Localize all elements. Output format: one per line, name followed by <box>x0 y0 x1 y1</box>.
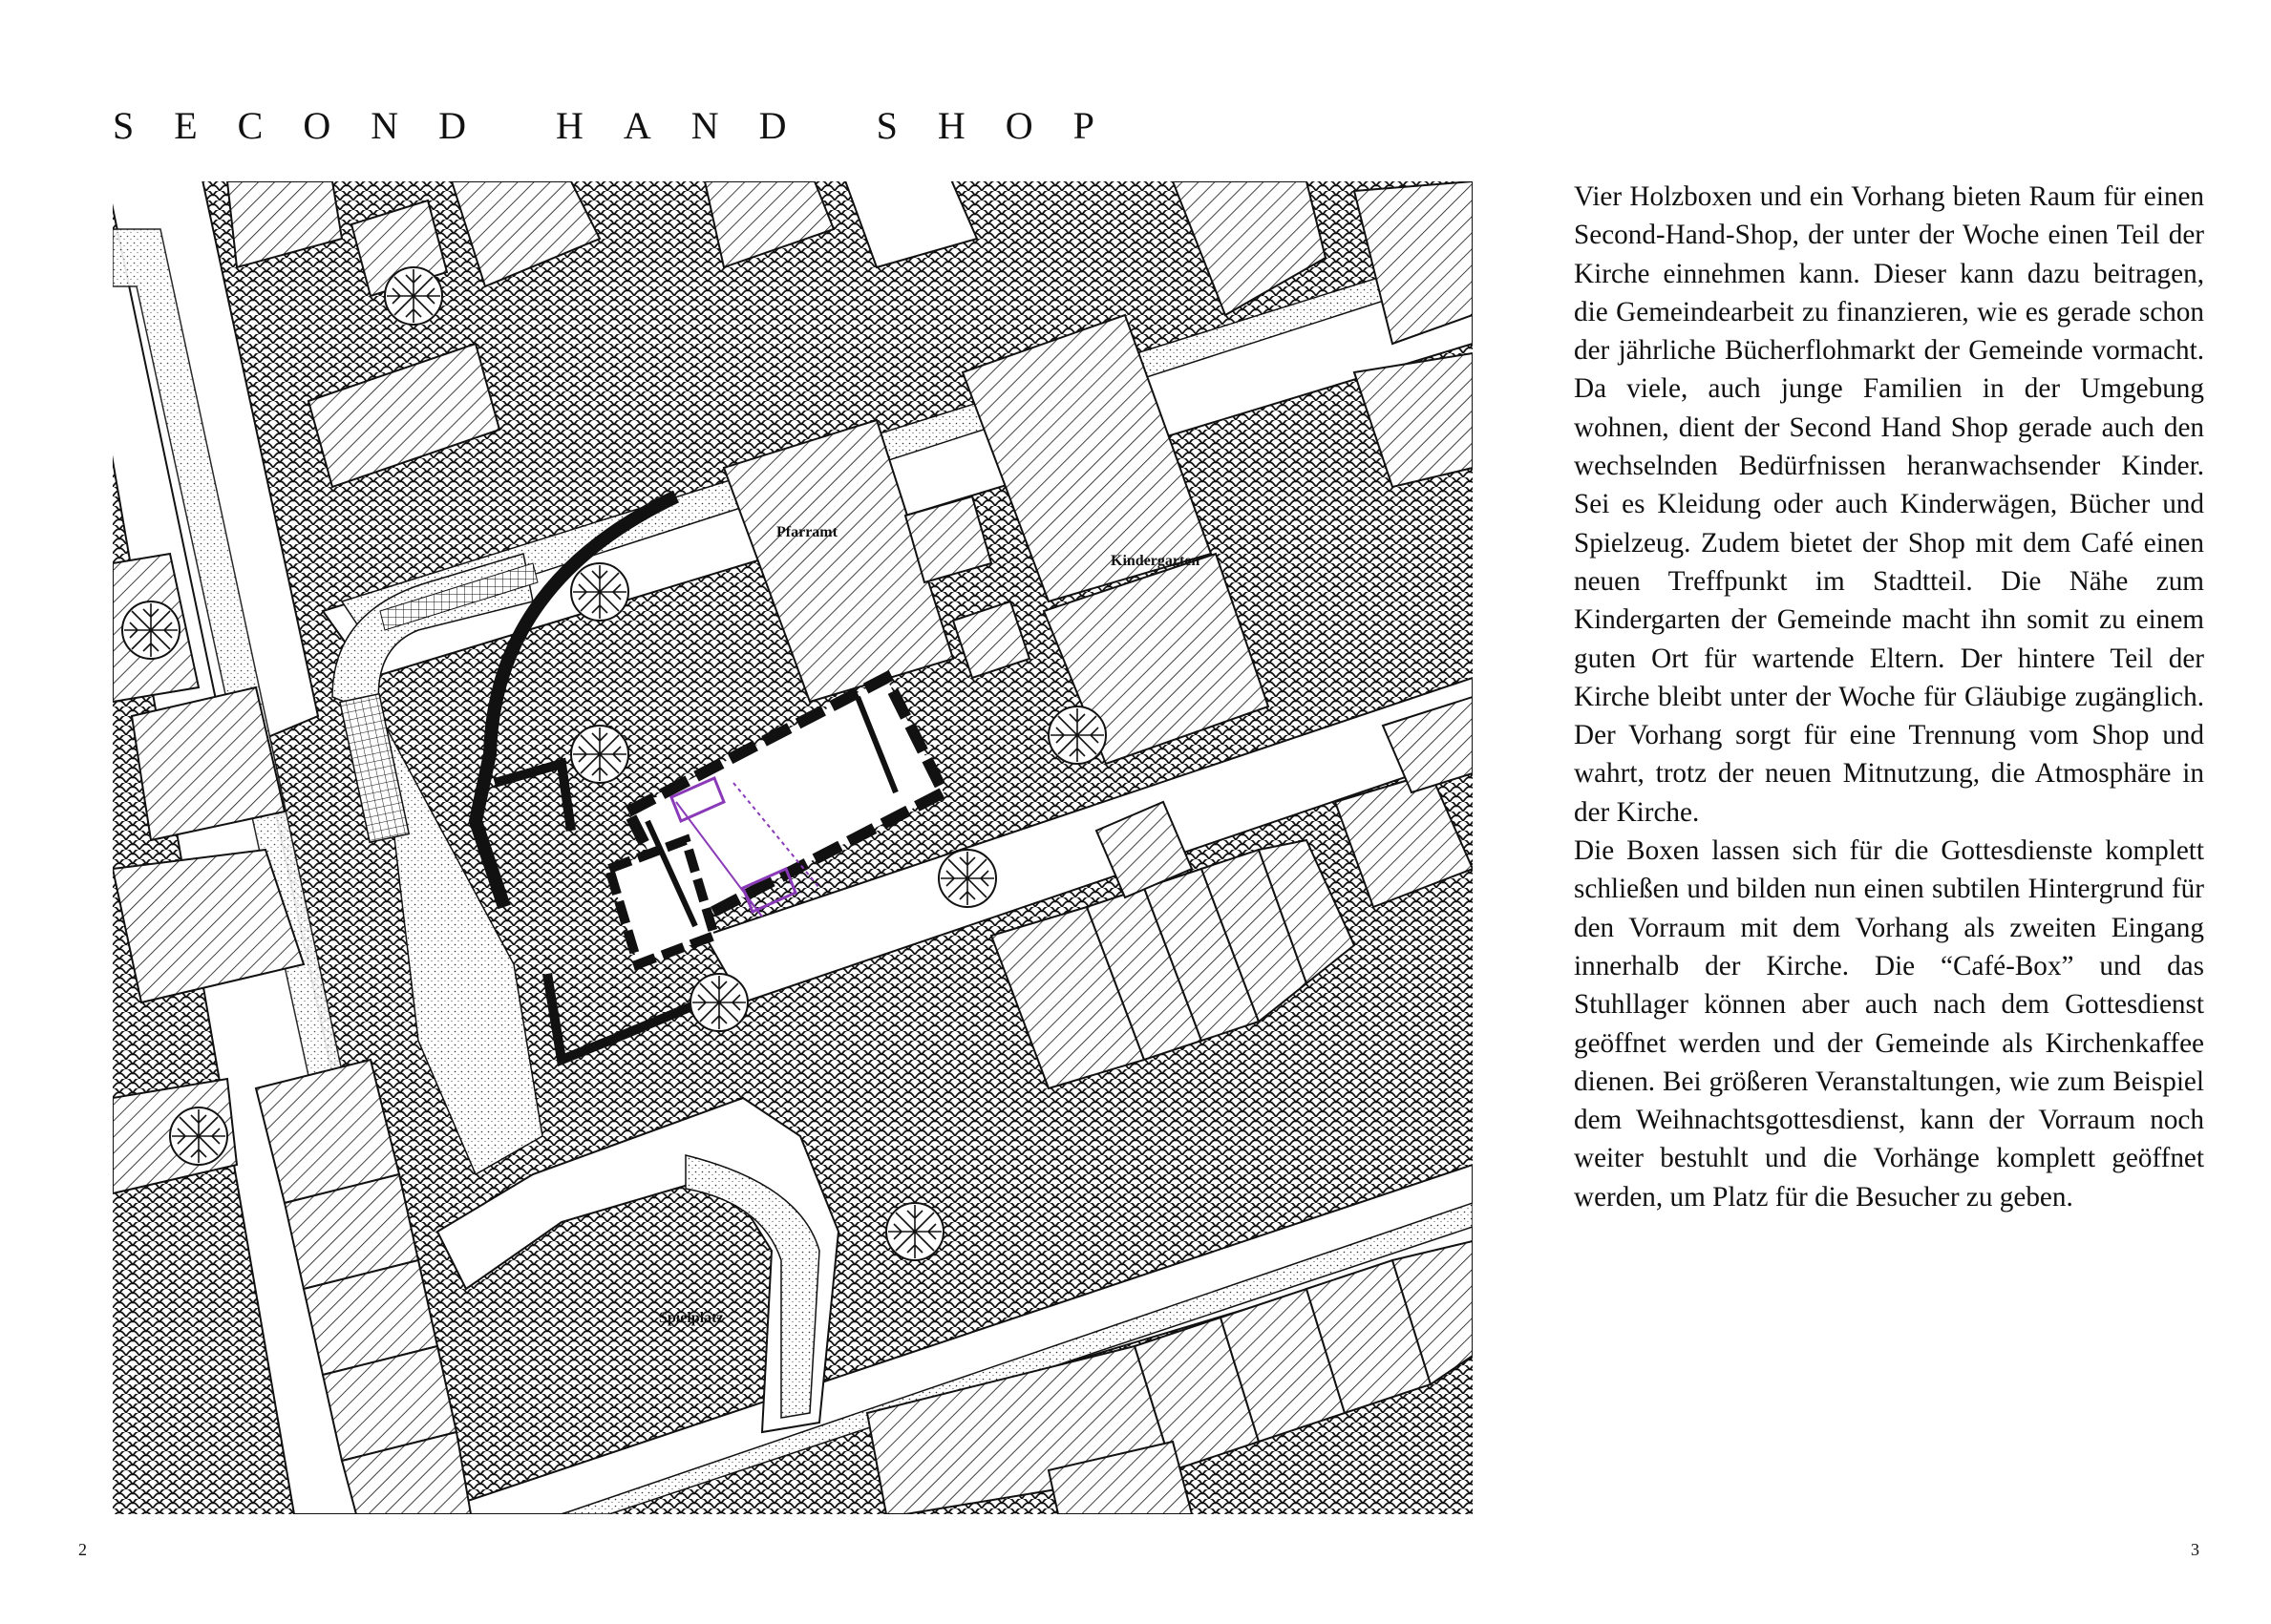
site-plan <box>113 181 1473 1514</box>
label-pfarramt: Pfarramt <box>776 524 838 540</box>
label-spielplatz: Spielplatz <box>659 1310 724 1326</box>
page-title: SECOND HAND SHOP <box>113 104 1135 147</box>
paragraph: Die Boxen lassen sich für die Gottesdienste komplett schließen und bilden nun einen subtilen Hintergrund für den Vorraum mit dem Vorhang als zweiten Eingang innerhalb der Kirche. Die “Café-Box” und das Stuhllager können aber auch nach dem Gottesdienst geöffnet werden und der Gemeinde als Kirchenkaffee dienen. Bei größeren Veranstaltungen, wie zum Beispiel dem Weihnachtsgottesdienst, kann der Vorraum noch weiter bestuhlt und die Vorhänge komplett geöffnet werden, um Platz für die Besucher zu geben. <box>1574 835 2204 1213</box>
body-text <box>1574 178 2204 1216</box>
page-number-left: 2 <box>78 1540 87 1559</box>
label-kindergarten: Kindergarten <box>1111 553 1200 569</box>
page-number-right: 3 <box>2191 1540 2199 1559</box>
paragraph: Vier Holzboxen und ein Vorhang bieten Raum für einen Second-Hand-Shop, der unter der Woche einen Teil der Kirche einnehmen kann. Dieser kann dazu beitragen, die Gemeindearbeit zu finanzieren, wie es gerade schon der jährliche Bücherflohmarkt der Gemeinde vormacht. Da viele, auch junge Familien in der Umgebung wohnen, dient der Second Hand Shop gerade auch den wechselnden Bedürfnissen heranwachsender Kinder. Sei es Kleidung oder auch Kinderwägen, Bücher und Spielzeug. Zudem bietet der Shop mit dem Café einen neuen Treffpunkt im Stadtteil. Die Nähe zum Kindergarten der Gemeinde macht ihn somit zu einem guten Ort für wartende Eltern. Der hintere Teil der Kirche bleibt unter der Woche für Gläubige zugänglich. Der Vorhang sorgt für eine Trennung vom Shop und wahrt, trotz der neuen Mitnutzung, die Atmosphäre in der Kirche. <box>1574 181 2204 828</box>
